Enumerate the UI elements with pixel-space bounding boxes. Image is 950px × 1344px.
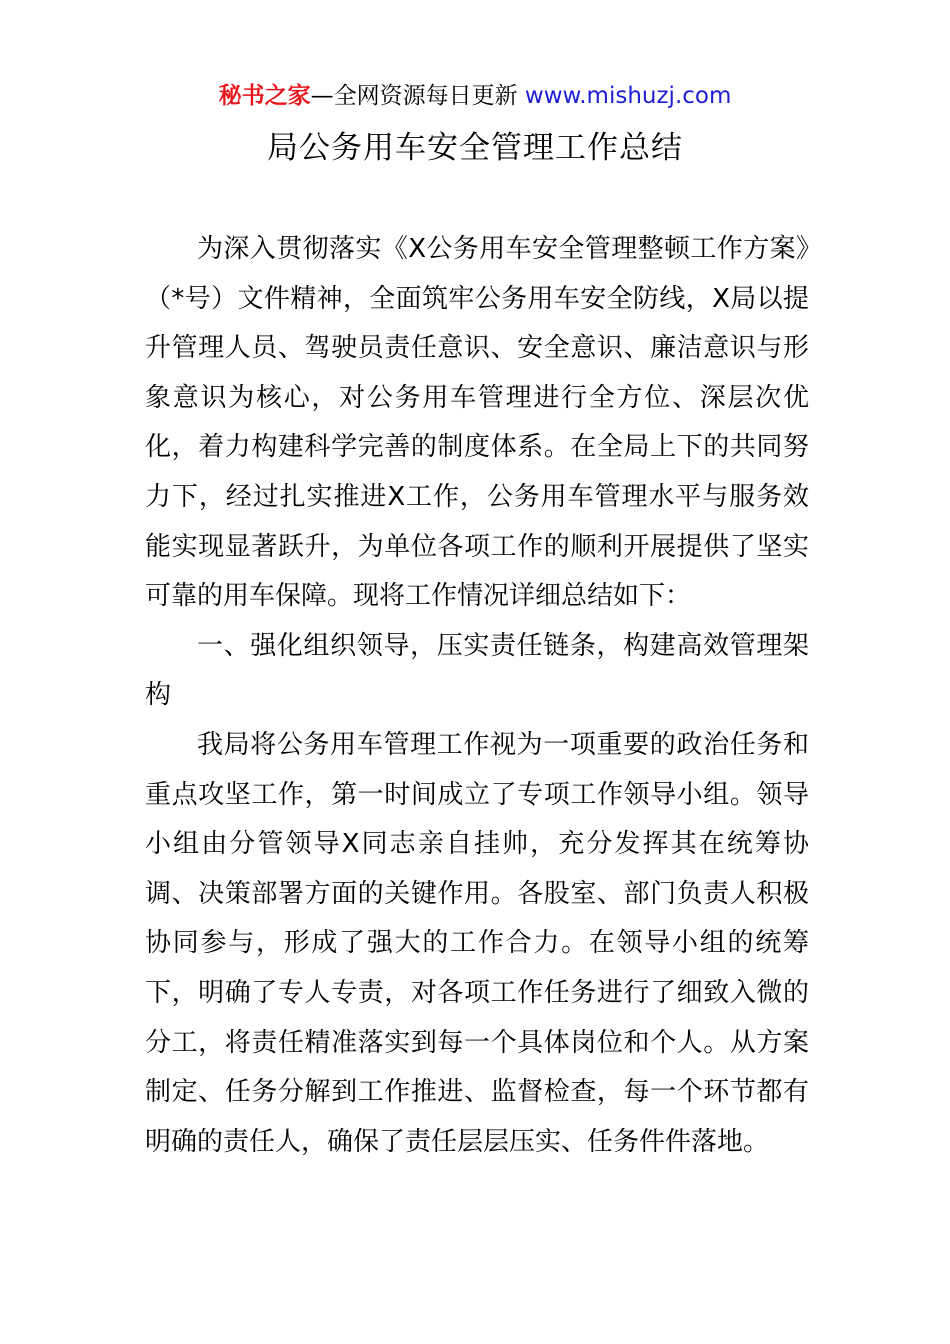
brand-name: 秘书之家 <box>218 83 311 109</box>
site-link[interactable]: www.mishuzj.com <box>524 83 732 109</box>
document-title: 局公务用车安全管理工作总结 <box>267 130 683 166</box>
header-tagline: —全网资源每日更新 <box>310 83 525 109</box>
intro-paragraph: 为深入贯彻落实《X公务用车安全管理整顿工作方案》（*号）文件精神，全面筑牢公务用车安全防线，X局以提升管理人员、驾驶员责任意识、安全意识、廉洁意识与形象意识为核心，对公务用车管理进行全方位、深层次优化，着力构建科学完善的制度体系。在全局上下的共同努力下，经过扎实推进X工作，公务用车管理水平与服务效能实现显著跃升，为单位各项工作的顺利开展提供了坚实可靠的用车保障。现将工作情况详细总结如下： <box>145 234 809 612</box>
site-header <box>0 80 950 112</box>
section-1-paragraph: 我局将公务用车管理工作视为一项重要的政治任务和重点攻坚工作，第一时间成立了专项工作领导小组。领导小组由分管领导X同志亲自挂帅，充分发挥其在统筹协调、决策部署方面的关键作用。各股室、部门负责人积极协同参与，形成了强大的工作合力。在领导小组的统筹下，明确了专人专责，对各项工作任务进行了细致入微的分工，将责任精准落实到每一个具体岗位和个人。从方案制定、任务分解到工作推进、监督检查，每一个环节都有明确的责任人，确保了责任层层压实、任务件件落地。 <box>145 729 809 1157</box>
section-heading-1: 一、强化组织领导，压实责任链条，构建高效管理架构 <box>145 630 809 711</box>
document-body <box>145 225 809 1167</box>
